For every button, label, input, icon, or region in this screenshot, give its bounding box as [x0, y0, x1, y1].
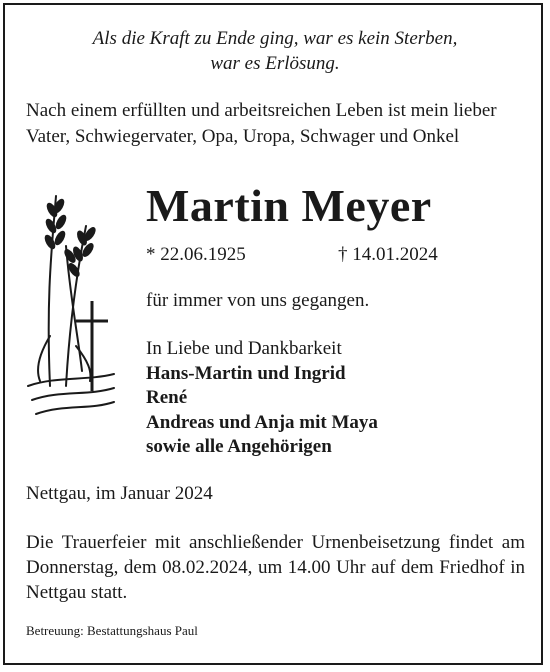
passed-text: für immer von uns gegangen. [146, 290, 370, 311]
mourners-intro: In Liebe und Dankbarkeit [146, 338, 342, 359]
motto [0, 26, 550, 76]
birth-date: * 22.06.1925 [146, 244, 246, 265]
funeral-home-credit: Betreuung: Bestattungshaus Paul [26, 623, 198, 638]
mourner-name: Hans-Martin und Ingrid [146, 362, 346, 384]
death-date: † 14.01.2024 [338, 244, 438, 265]
mourner-name: sowie alle Angehörigen [146, 436, 332, 457]
intro-text [26, 98, 526, 150]
deceased-name: Martin Meyer [146, 180, 432, 231]
motto-line-2: war es Erlösung. [210, 53, 340, 74]
intro-line-1: Nach einem erfüllten und arbeitsreichen Leben ist mein lieber [26, 100, 497, 121]
service-info: Die Trauerfeier mit anschließender Urnenbeisetzung findet am Donnerstag, dem 08.02.2024, um 14.00 Uhr auf dem Friedhof in Nettgau statt. [26, 532, 525, 603]
mourner-name: Andreas und Anja mit Maya [146, 411, 378, 433]
place-date: Nettgau, im Januar 2024 [26, 483, 213, 504]
intro-line-2: Vater, Schwiegervater, Opa, Uropa, Schwager und Onkel [26, 126, 460, 147]
mourners [146, 337, 378, 460]
motto-line-1: Als die Kraft zu Ende ging, war es kein Sterben, [92, 28, 458, 49]
mourner-name: René [146, 387, 188, 408]
wheat-cross-icon [26, 186, 116, 426]
